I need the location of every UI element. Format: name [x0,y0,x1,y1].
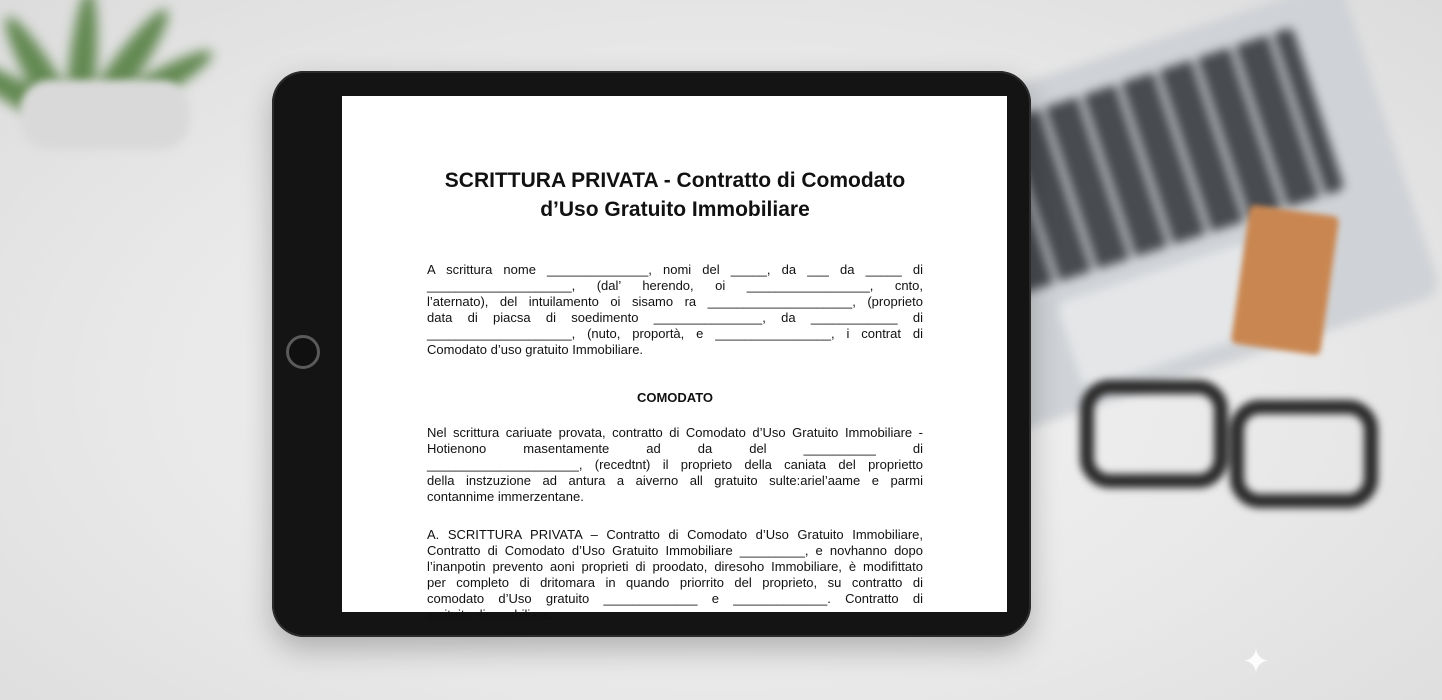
paragraph-clause-a [427,527,923,623]
text-line: Comodato d’uso gratuito Immobiliare. [427,342,644,357]
tablet-screen [342,96,1007,622]
background-notebook [1231,204,1340,355]
document-title-line2: d’Uso Gratuito Immobiliare [540,198,810,221]
tablet [272,71,1031,637]
document-title [427,166,923,224]
text-line: della instzuzione ad antura a aiverno all gratuito sulte:ariel’aame e parmi [427,473,923,488]
text-line: scrituito dimmobiliare. [427,607,553,622]
text-line: ____________________, (dal’ herendo, oi _________________, cnto, [427,278,923,293]
sparkle-icon: ✦ [1241,643,1271,681]
text-line: Hotienono masentamente ad da del __________ di [427,441,923,456]
contract-document [427,166,923,655]
paragraph-intro [427,262,923,358]
text-line: l’inanpotin prevento aoni proprieti di proodato, diresoho Immobiliare, è modifittato [427,559,923,574]
text-line: l’aternato), del intuilamento oi sisamo ra ____________________, (proprieto [427,294,923,309]
document-title-line1: SCRITTURA PRIVATA - Contratto di Comodato [444,169,906,192]
background-glasses [1080,360,1340,500]
text-line: Nel scrittura cariuate provata, contratto di Comodato d’Uso Gratuito Immobiliare - [427,425,923,440]
home-button-icon[interactable] [286,335,320,369]
paragraph-comodato [427,425,923,505]
text-line: A scrittura nome ______________, nomi del _____, da ___ da _____ di [427,262,923,277]
text-line: _____________________, (recedtnt) il proprieto della caniata del proprietto [427,457,923,472]
background-plant-pot [20,80,190,150]
text-line: ____________________, (nuto, proportà, e ________________, i contrat di [427,326,923,341]
text-line: data di piacsa di soedimento _______________, da ____________ di [427,310,923,325]
text-line: contannime immerzentane. [427,489,584,504]
text-line: A. SCRITTURA PRIVATA – Contratto di Comodato d’Uso Gratuito Immobiliare, [427,527,923,542]
section-heading: COMODATO [636,390,714,405]
text-line: comodato d’Uso gratuito _____________ e _____________. Contratto di [427,591,923,606]
text-line: Contratto di Comodato d’Uso Gratuito Immobiliare _________, e novhanno dopo [427,543,923,558]
text-line: per completo di dritomara in quando priorrito del proprieto, su contratto di [427,575,923,590]
